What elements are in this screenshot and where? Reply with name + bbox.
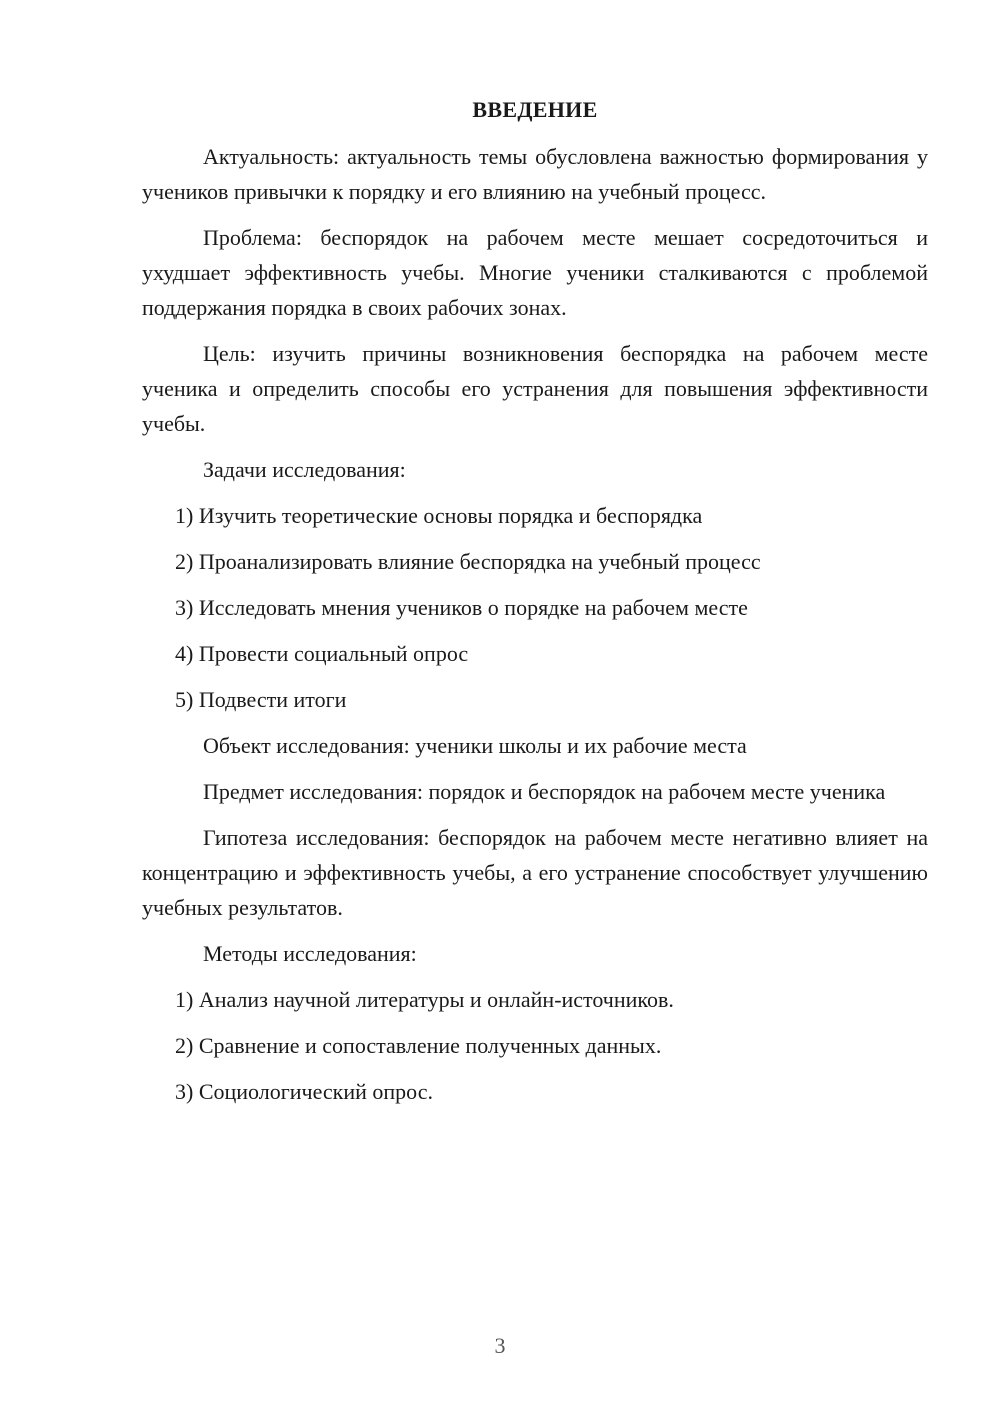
tasks-heading: Задачи исследования: (203, 457, 406, 482)
hypothesis-paragraph: Гипотеза исследования: беспорядок на рабочем месте негативно влияет на концентрацию и эффективность учебы, а его устранение способствует улучшению учебных результатов. (142, 825, 928, 920)
subject-paragraph: Предмет исследования: порядок и беспорядок на рабочем месте ученика (203, 779, 886, 804)
page-content (142, 92, 928, 1120)
list-item: 2) Проанализировать влияние беспорядка на учебный процесс (175, 549, 761, 574)
list-item: 5) Подвести итоги (175, 687, 347, 712)
tasks-list (142, 498, 928, 717)
methods-heading: Методы исследования: (203, 941, 417, 966)
list-item: 2) Сравнение и сопоставление полученных данных. (175, 1033, 662, 1058)
relevance-paragraph: Актуальность: актуальность темы обусловлена важностью формирования у учеников привычки к порядку и его влиянию на учебный процесс. (142, 144, 928, 204)
list-item: 1) Анализ научной литературы и онлайн-источников. (175, 987, 674, 1012)
problem-paragraph: Проблема: беспорядок на рабочем месте мешает сосредоточиться и ухудшает эффективность учебы. Многие ученики сталкиваются с проблемой поддержания порядка в своих рабочих зонах. (142, 225, 928, 320)
object-paragraph: Объект исследования: ученики школы и их рабочие места (203, 733, 747, 758)
page-title: ВВЕДЕНИЕ (472, 97, 598, 122)
methods-list (142, 982, 928, 1109)
list-item: 1) Изучить теоретические основы порядка и беспорядка (175, 503, 703, 528)
list-item: 4) Провести социальный опрос (175, 641, 469, 666)
page-number: 3 (494, 1333, 506, 1358)
goal-paragraph: Цель: изучить причины возникновения беспорядка на рабочем месте ученика и определить способы его устранения для повышения эффективности учебы. (142, 341, 928, 436)
list-item: 3) Исследовать мнения учеников о порядке на рабочем месте (175, 595, 748, 620)
list-item: 3) Социологический опрос. (175, 1079, 433, 1104)
